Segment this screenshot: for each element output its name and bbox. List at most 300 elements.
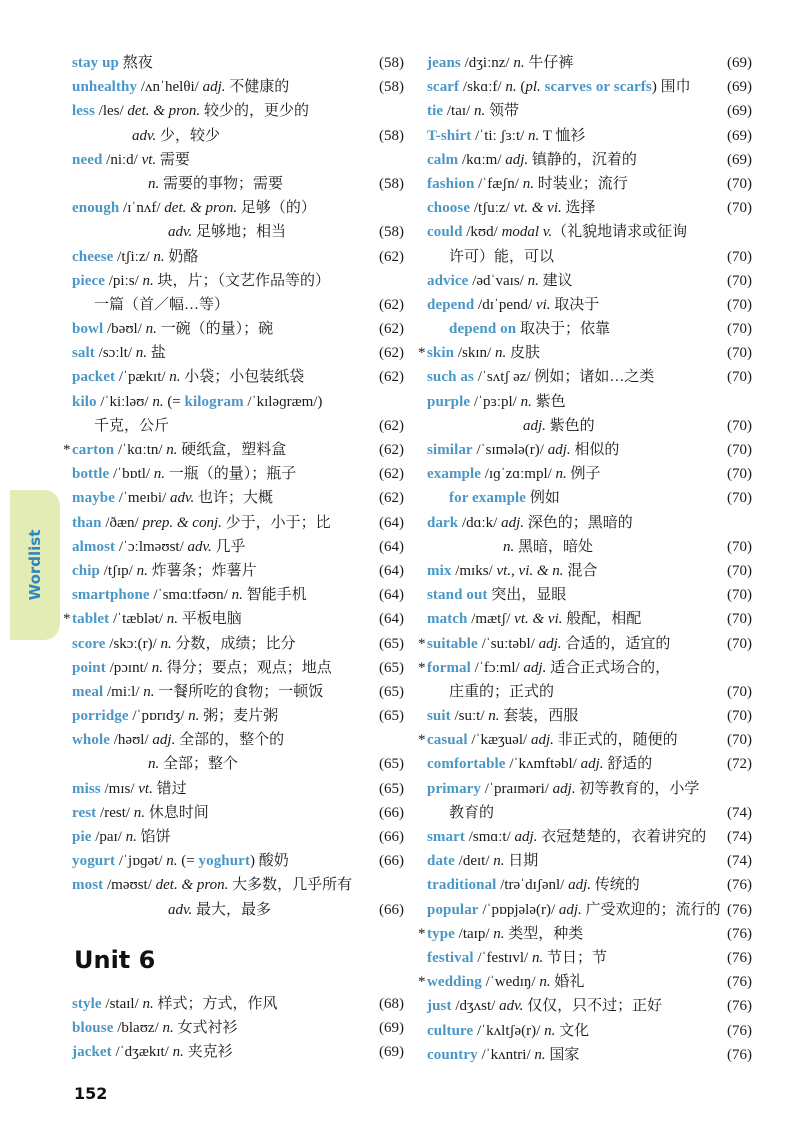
new-word-star: * (63, 442, 71, 458)
phonetic: /mɪks/ (451, 562, 497, 579)
page-ref: (70) (727, 490, 752, 507)
part-of-speech: vi. (535, 296, 551, 313)
headword: most (72, 877, 104, 894)
entry-continuation (427, 414, 752, 438)
headword: style (72, 996, 102, 1012)
part-of-speech: adv. (132, 127, 157, 144)
part-of-speech: n. (531, 949, 544, 966)
page-ref: (64) (379, 587, 404, 604)
headword: blouse (72, 1020, 114, 1037)
phonetic: /trəˈdɪʃənl/ (496, 877, 569, 894)
definition: 一篇（首／幅…等） (94, 296, 230, 313)
part-of-speech: n. (527, 272, 539, 289)
headword: similar (427, 442, 473, 458)
phonetic: /piːs/ (104, 272, 143, 289)
phonetic: /miːl/ (103, 683, 144, 700)
part-of-speech: n. (162, 1020, 174, 1037)
definition: T 恤衫 (539, 127, 586, 144)
definition: 也许；大概 (194, 490, 274, 507)
definition-extra: /ˈkɪləɡræm/) (243, 393, 323, 410)
phonetic: /smɑːt/ (465, 829, 515, 845)
definition: 套装，西服 (499, 708, 579, 725)
page-ref: (62) (379, 345, 404, 362)
phonetic: /tʃɪp/ (99, 562, 137, 579)
definition-extra: ) 围巾 (651, 79, 691, 96)
entry-continuation (427, 801, 752, 825)
headword: porridge (72, 708, 129, 725)
word-entry (427, 898, 752, 922)
phonetic: /paɪ/ (91, 829, 126, 845)
new-word-star: * (418, 732, 426, 749)
page-ref: (74) (727, 853, 752, 870)
new-word-star: * (63, 611, 71, 628)
definition: 炸薯条；炸薯片 (147, 562, 257, 579)
entry-continuation (427, 486, 752, 510)
part-of-speech: vt., vi. & n. (496, 562, 564, 579)
definition: 衣冠楚楚的，衣着讲究的 (537, 829, 707, 845)
headword: whole (72, 732, 110, 749)
phonetic: /ˈkæʒuəl/ (467, 732, 531, 749)
page-ref: (70) (727, 272, 752, 289)
part-of-speech: n. (135, 345, 147, 362)
definition: 例如 (526, 490, 560, 507)
part-of-speech: n. (494, 345, 507, 362)
word-entry (72, 583, 404, 607)
headword: traditional (427, 877, 497, 894)
definition: 紫色 (531, 393, 566, 410)
word-entry (63, 607, 404, 631)
phonetic: /dʒʌst/ (451, 998, 500, 1015)
phonetic: /ˈjɒɡət/ (115, 853, 167, 870)
definition: 块，片；（文艺作品等的） (153, 272, 331, 289)
page-ref: (70) (727, 708, 752, 725)
new-word-star: * (418, 659, 426, 676)
headword: culture (427, 1022, 474, 1039)
part-of-speech: n. (513, 55, 525, 71)
headword: kilo (72, 393, 97, 410)
definition: 全部的，整个的 (175, 732, 285, 749)
headword: tie (427, 103, 444, 120)
headword: type (427, 925, 455, 942)
part-of-speech: n. (160, 635, 172, 652)
part-of-speech: n. (153, 466, 166, 483)
page-ref: (70) (727, 200, 752, 217)
word-entry (72, 632, 404, 656)
definition: (= (177, 853, 199, 870)
phonetic: /staɪl/ (101, 996, 143, 1012)
phonetic: /taɪp/ (454, 925, 494, 942)
word-entry (427, 462, 752, 486)
page-ref: (64) (379, 562, 404, 579)
phonetic: /rest/ (96, 804, 134, 821)
page-ref: (64) (379, 514, 404, 531)
page-ref: (64) (379, 538, 404, 555)
phonetic: /ˈbɒtl/ (109, 466, 154, 483)
part-of-speech: n. (153, 248, 165, 265)
headword: country (427, 1046, 478, 1063)
page-ref: (76) (727, 925, 752, 942)
definition: 奶酪 (164, 248, 199, 265)
word-entry (427, 849, 752, 873)
definition: 文化 (555, 1022, 590, 1039)
phonetic: /ˈkʌltʃə(r)/ (473, 1022, 545, 1039)
part-of-speech: n. (169, 369, 181, 386)
word-entry (72, 801, 404, 825)
phonetic: /ʌnˈhelθi/ (137, 79, 203, 96)
page-ref: (76) (727, 1022, 752, 1039)
phonetic: /ˈkɑːtn/ (114, 442, 167, 458)
headword: score (72, 635, 106, 652)
phonetic: /ˈpɜːpl/ (470, 393, 521, 410)
phonetic: /mɪs/ (100, 780, 139, 797)
part-of-speech: n. (166, 853, 178, 870)
definition: 一餐所吃的食物；一顿饭 (154, 683, 324, 700)
page-ref: (58) (379, 79, 404, 96)
headword: casual (427, 732, 468, 749)
page-number: 152 (74, 1084, 108, 1103)
definition: ( (516, 79, 526, 96)
definition: 选择 (561, 200, 596, 217)
page-ref: (65) (379, 683, 404, 700)
headword: match (427, 611, 468, 628)
phonetic: /tʃuːz/ (470, 200, 514, 217)
word-entry (427, 124, 752, 148)
definition: 错过 (152, 780, 187, 797)
headword: suit (427, 708, 451, 725)
definition: 需要的事物；需要 (159, 175, 284, 192)
page-ref: (65) (379, 780, 404, 797)
headword: stand out (427, 587, 488, 604)
page-ref: (62) (379, 321, 404, 338)
page-ref: (62) (379, 369, 404, 386)
headword: scarf (427, 79, 460, 96)
page-ref: (76) (727, 877, 752, 894)
word-entry (427, 269, 752, 293)
page-ref: (58) (379, 175, 404, 192)
page-ref: (70) (727, 417, 752, 434)
phonetic: /skɔː(r)/ (105, 635, 161, 652)
part-of-speech: n. (188, 708, 200, 725)
word-entry (72, 99, 404, 123)
word-entry (72, 704, 404, 728)
part-of-speech: det. & pron. (164, 200, 238, 217)
new-word-star: * (418, 345, 426, 362)
phonetic: /ˈsuːtəbl/ (477, 635, 539, 652)
variant-headword: yoghurt (198, 853, 251, 870)
definition: 硬纸盒，塑料盒 (177, 442, 287, 458)
word-entry (72, 148, 404, 172)
headword: pie (72, 829, 92, 845)
headword: jeans (427, 55, 461, 71)
definition: 最大，最多 (192, 901, 272, 918)
headword: yogurt (72, 853, 116, 870)
word-entry (427, 704, 752, 728)
definition: 一瓶（的量）；瓶子 (165, 466, 297, 483)
page-ref: (65) (379, 659, 404, 676)
headword: purple (427, 393, 471, 410)
phonetic: /ðæn/ (101, 514, 143, 531)
part-of-speech: n. (142, 272, 154, 289)
word-entry (72, 462, 404, 486)
part-of-speech: n. (166, 442, 178, 458)
phonetic: /ˈtiː ʃɜːt/ (471, 127, 529, 144)
headword: wedding (427, 974, 482, 991)
part-of-speech: n. (539, 974, 551, 991)
page-ref: (70) (727, 538, 752, 555)
definition: 广受欢迎的；流行的 (581, 901, 721, 918)
word-entry (72, 992, 404, 1016)
headword: salt (72, 345, 95, 362)
headword: maybe (72, 490, 115, 507)
headword: just (427, 998, 452, 1015)
definition: 深色的；黑暗的 (524, 514, 633, 531)
headword: choose (427, 200, 471, 217)
word-entry (63, 438, 404, 462)
definition: 突出，显眼 (491, 587, 567, 604)
word-entry (72, 75, 404, 99)
phonetic: /bəʊl/ (103, 321, 146, 338)
page-ref: (70) (727, 732, 752, 749)
word-entry (427, 148, 752, 172)
page-ref: (58) (379, 127, 404, 144)
page-ref: (68) (379, 996, 404, 1012)
part-of-speech: adj. (558, 901, 582, 918)
definition: 几乎 (211, 538, 246, 555)
part-of-speech: n. (503, 538, 515, 555)
phonetic: /ˈpɒrɪdʒ/ (128, 708, 189, 725)
headword: skin (427, 345, 455, 362)
word-entry (72, 777, 404, 801)
page-ref: (74) (727, 804, 752, 821)
phonetic: /skɑːf/ (459, 79, 506, 96)
definition: 合适的，适宜的 (561, 635, 671, 652)
word-entry (72, 728, 404, 752)
phonetic: /həʊl/ (110, 732, 153, 749)
part-of-speech: prep. & conj. (142, 514, 222, 531)
part-of-speech: n. (152, 393, 164, 410)
headword: miss (72, 780, 101, 797)
definition: 千克，公斤 (94, 417, 170, 434)
definition: 般配，相配 (562, 611, 642, 628)
word-entry (427, 365, 752, 389)
entry-continuation (427, 680, 752, 704)
word-entry (418, 922, 752, 946)
word-entry (72, 656, 404, 680)
definition-extra: ) 酸奶 (250, 853, 289, 870)
word-entry (427, 172, 752, 196)
word-entry (427, 607, 752, 631)
headword: stay up (72, 55, 119, 71)
wordlist-side-tab (10, 490, 60, 640)
part-of-speech: n. (151, 659, 163, 676)
part-of-speech: n. (493, 853, 505, 870)
part-of-speech: vt. & vi. (514, 611, 563, 628)
definition: 粥；麦片粥 (199, 708, 279, 725)
entry-continuation (72, 898, 404, 922)
phonetic: /ˈdʒækɪt/ (111, 1044, 173, 1061)
page-ref: (70) (727, 442, 752, 458)
phonetic: /ˈsɪmələ(r)/ (472, 442, 548, 458)
part-of-speech: adj. (547, 442, 571, 458)
word-entry (427, 196, 752, 220)
headword: rest (72, 804, 97, 821)
entry-continuation (72, 293, 404, 317)
definition: 相似的 (570, 442, 620, 458)
word-entry (72, 269, 404, 293)
part-of-speech: n. (148, 756, 160, 773)
page-ref: (65) (379, 756, 404, 773)
word-entry (72, 825, 404, 849)
phonetic: /niːd/ (102, 151, 142, 168)
part-of-speech: n. (544, 1022, 556, 1039)
definition: （礼貌地请求或征询 (552, 224, 688, 241)
phonetic: /kʊd/ (462, 224, 502, 241)
page-ref: (70) (727, 345, 752, 362)
part-of-speech: adj. (530, 732, 554, 749)
phonetic: /dʒiːnz/ (460, 55, 514, 71)
page-ref: (70) (727, 248, 752, 265)
word-entry (418, 656, 752, 680)
headword: fashion (427, 175, 475, 192)
word-entry (427, 511, 752, 535)
page-ref: (70) (727, 611, 752, 628)
phonetic: /taɪ/ (443, 103, 474, 120)
phonetic: /ɪɡˈzɑːmpl/ (481, 466, 556, 483)
part-of-speech: n. (493, 925, 505, 942)
page-ref: (62) (379, 490, 404, 507)
part-of-speech: adj. (505, 151, 529, 168)
word-entry (427, 873, 752, 897)
definition: 足够地；相当 (192, 224, 287, 241)
definition: 休息时间 (145, 804, 209, 821)
headword: than (72, 514, 102, 531)
page-ref: (70) (727, 296, 752, 313)
part-of-speech: det. & pron. (127, 103, 201, 120)
page-ref: (70) (727, 683, 752, 700)
word-entry (72, 317, 404, 341)
headword: almost (72, 538, 116, 555)
headword: festival (427, 949, 474, 966)
part-of-speech: adj. (202, 79, 226, 96)
word-entry (427, 1019, 752, 1043)
headword: popular (427, 901, 479, 918)
phonetic: /ˈtæblət/ (109, 611, 167, 628)
headword: smart (427, 829, 465, 845)
headword: packet (72, 369, 116, 386)
entry-continuation (427, 317, 752, 341)
phonetic: /məʊst/ (103, 877, 156, 894)
word-entry (418, 341, 752, 365)
part-of-speech: adj. (523, 659, 547, 676)
word-entry (427, 390, 752, 414)
definition: 少于，小于；比 (221, 514, 331, 531)
word-entry (427, 438, 752, 462)
part-of-speech: adv. (170, 490, 195, 507)
page-ref: (62) (379, 296, 404, 313)
headword: bottle (72, 466, 110, 483)
phonetic: /ˈpɒpjələ(r)/ (478, 901, 559, 918)
headword: chip (72, 562, 100, 579)
word-entry (72, 535, 404, 559)
part-of-speech: n. (488, 708, 500, 725)
page-ref: (70) (727, 562, 752, 579)
unit-heading: Unit 6 (74, 946, 156, 974)
word-entry (72, 196, 404, 220)
word-entry (427, 293, 752, 317)
phonetic: /ˈɔːlməʊst/ (115, 538, 188, 555)
word-entry (72, 51, 404, 75)
variant-headword: kilogram (184, 393, 244, 410)
definition: 国家 (545, 1046, 580, 1063)
page-ref: (69) (727, 103, 752, 120)
headword: such as (427, 369, 474, 386)
headword: could (427, 224, 463, 241)
page-ref: (76) (727, 1046, 752, 1063)
phonetic: /ˈfɔːml/ (470, 659, 524, 676)
word-entry (427, 825, 752, 849)
headword: carton (72, 442, 115, 458)
definition: 馅饼 (136, 829, 171, 845)
page-ref: (66) (379, 853, 404, 870)
page-ref: (69) (727, 127, 752, 144)
headword: point (72, 659, 106, 676)
part-of-speech: adj. (523, 417, 546, 434)
headword: depend (427, 296, 475, 313)
part-of-speech: n. (125, 829, 137, 845)
definition: 取决于 (550, 296, 600, 313)
page-ref: (70) (727, 587, 752, 604)
definition: 样式；方式，作风 (153, 996, 278, 1012)
definition: 舒适的 (603, 756, 653, 773)
definition: 智能手机 (242, 587, 307, 604)
phonetic: /ˈmeɪbi/ (115, 490, 170, 507)
entry-continuation (72, 752, 404, 776)
definition: 少，较少 (156, 127, 221, 144)
word-entry (72, 1040, 404, 1064)
definition: 领带 (485, 103, 519, 120)
variant-headword: scarves or scarfs (540, 79, 652, 96)
page-ref: (70) (727, 466, 752, 483)
phonetic: /ˈsʌtʃ əz/ (473, 369, 535, 386)
page-ref: (69) (379, 1020, 404, 1037)
page-ref: (66) (379, 901, 404, 918)
headword: date (427, 853, 455, 870)
entry-continuation (72, 124, 404, 148)
definition: 较少的，更少的 (200, 103, 309, 120)
page-ref: (70) (727, 369, 752, 386)
page-ref: (69) (379, 1044, 404, 1061)
definition: 盐 (147, 345, 166, 362)
page-ref: (69) (727, 151, 752, 168)
definition: 婚礼 (550, 974, 585, 991)
word-entry (427, 583, 752, 607)
word-entry (427, 752, 752, 776)
definition: 一碗（的量）；碗 (156, 321, 274, 338)
page-ref: (74) (727, 829, 752, 845)
definition: 平板电脑 (178, 611, 242, 628)
new-word-star: * (418, 925, 426, 942)
definition: 建议 (538, 272, 573, 289)
definition: 黑暗，暗处 (514, 538, 594, 555)
headword: tablet (72, 611, 110, 628)
left-column (63, 51, 404, 922)
headword: cheese (72, 248, 114, 265)
definition: 镇静的，沉着的 (528, 151, 637, 168)
definition: 不健康的 (225, 79, 290, 96)
page-ref: (69) (727, 79, 752, 96)
page-ref: (58) (379, 224, 404, 241)
part-of-speech: vt. & vi. (513, 200, 562, 217)
